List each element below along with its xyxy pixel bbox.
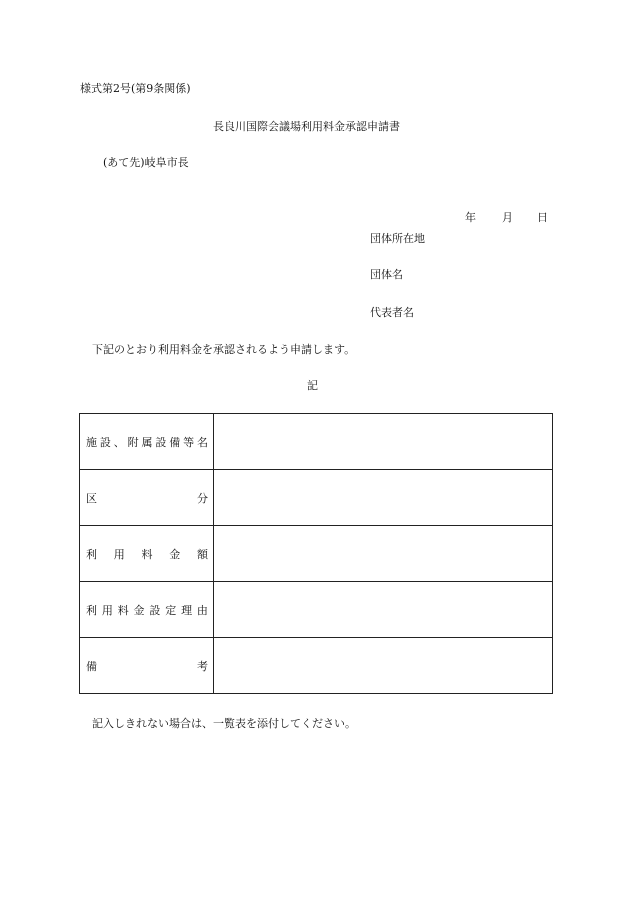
- representative-name-label: 代表者名: [370, 306, 414, 319]
- row-label-cell: [80, 526, 214, 582]
- row-label-cell: [80, 582, 214, 638]
- org-name-label: 団体名: [370, 268, 403, 281]
- row-label: 備 考: [86, 659, 208, 673]
- table-row: [80, 526, 553, 582]
- row-label-cell: [80, 414, 214, 470]
- row-value-cell[interactable]: [214, 582, 553, 638]
- request-statement: 下記のとおり利用料金を承認されるよう申請します。: [92, 343, 356, 356]
- table-row: [80, 470, 553, 526]
- table-row: [80, 582, 553, 638]
- row-value-cell[interactable]: [214, 414, 553, 470]
- org-address-label: 団体所在地: [370, 232, 425, 245]
- ki-heading: 記: [307, 379, 318, 392]
- table-row: [80, 638, 553, 694]
- form-number: 様式第2号(第9条関係): [80, 82, 191, 95]
- date-year: 年: [465, 211, 476, 224]
- application-table: [79, 413, 553, 694]
- row-label: 利 用 料 金 額: [86, 547, 208, 561]
- row-label-cell: [80, 470, 214, 526]
- row-value-cell[interactable]: [214, 526, 553, 582]
- row-label: 区 分: [86, 491, 208, 505]
- date-day: 日: [537, 211, 548, 224]
- row-value-cell[interactable]: [214, 638, 553, 694]
- row-label-cell: [80, 638, 214, 694]
- footnote: 記入しきれない場合は、一覧表を添付してください。: [92, 717, 356, 730]
- row-label: 利 用 料 金 設 定 理 由: [86, 603, 208, 617]
- row-label: 施 設 、 附 属 設 備 等 名: [86, 435, 208, 449]
- table-row: [80, 414, 553, 470]
- document-title: 長良川国際会議場利用料金承認申請書: [213, 120, 400, 133]
- date-month: 月: [502, 211, 513, 224]
- addressee: (あて先)岐阜市長: [103, 156, 189, 169]
- row-value-cell[interactable]: [214, 470, 553, 526]
